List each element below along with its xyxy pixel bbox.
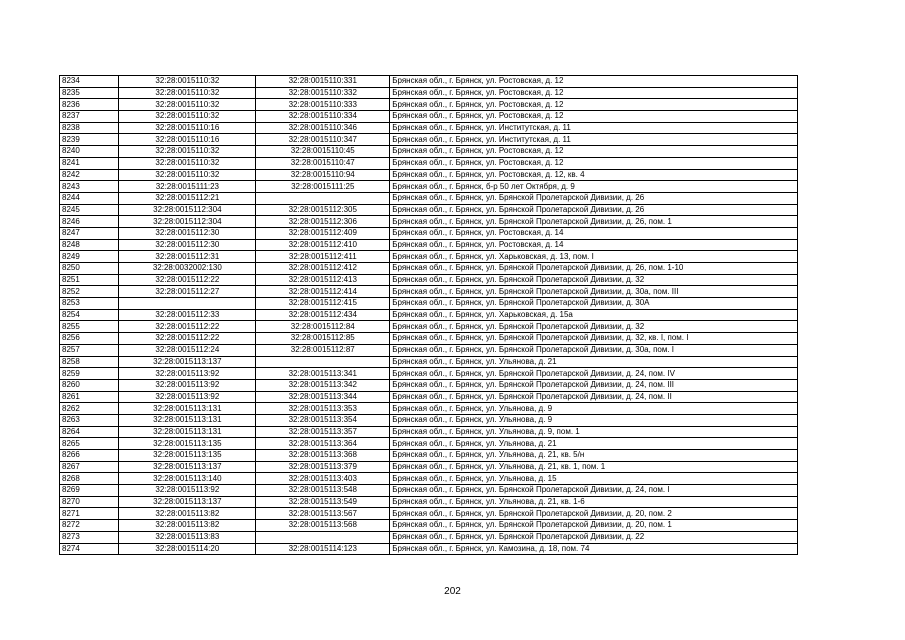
- object-cadastral-number-cell: 32:28:0015112:87: [256, 344, 390, 356]
- address-cell: Брянская обл., г. Брянск, ул. Брянской Пролетарской Дивизии, д. 24, пом. III: [390, 379, 798, 391]
- parent-cadastral-number-cell: 32:28:0015111:23: [119, 181, 256, 193]
- parent-cadastral-number-cell: 32:28:0015113:137: [119, 356, 256, 368]
- parent-cadastral-number-cell: 32:28:0015112:27: [119, 286, 256, 298]
- address-cell: Брянская обл., г. Брянск, ул. Ростовская, д. 14: [390, 227, 798, 239]
- object-cadastral-number-cell: 32:28:0015112:409: [256, 227, 390, 239]
- address-cell: Брянская обл., г. Брянск, ул. Ульянова, д. 9: [390, 414, 798, 426]
- table-row: [60, 76, 798, 88]
- parent-cadastral-number-cell: 32:28:0015113:82: [119, 520, 256, 532]
- address-cell: Брянская обл., г. Брянск, ул. Ростовская, д. 12, кв. 4: [390, 169, 798, 181]
- table-row: [60, 216, 798, 228]
- object-cadastral-number-cell: 32:28:0015110:331: [256, 76, 390, 88]
- table-row: [60, 251, 798, 263]
- parent-cadastral-number-cell: 32:28:0015110:32: [119, 87, 256, 99]
- parent-cadastral-number-cell: 32:28:0015112:21: [119, 192, 256, 204]
- table-row: [60, 134, 798, 146]
- object-cadastral-number-cell: 32:28:0015112:305: [256, 204, 390, 216]
- table-row: [60, 356, 798, 368]
- object-cadastral-number-cell: 32:28:0015112:411: [256, 251, 390, 263]
- row-number-cell: 8247: [60, 227, 119, 239]
- table-row: [60, 473, 798, 485]
- table-row: [60, 520, 798, 532]
- address-cell: Брянская обл., г. Брянск, ул. Брянской Пролетарской Дивизии, д. 32, кв. I, пом. I: [390, 333, 798, 345]
- table-row: [60, 414, 798, 426]
- table-row: [60, 146, 798, 158]
- object-cadastral-number-cell: 32:28:0015113:567: [256, 508, 390, 520]
- table-row: [60, 450, 798, 462]
- parent-cadastral-number-cell: 32:28:0015110:32: [119, 99, 256, 111]
- address-cell: Брянская обл., г. Брянск, ул. Ульянова, д. 21, кв. 5/н: [390, 450, 798, 462]
- cadastral-table: [59, 75, 798, 555]
- row-number-cell: 8240: [60, 146, 119, 158]
- table-row: [60, 531, 798, 543]
- address-cell: Брянская обл., г. Брянск, ул. Брянской Пролетарской Дивизии, д. 20, пом. 2: [390, 508, 798, 520]
- object-cadastral-number-cell: 32:28:0015113:403: [256, 473, 390, 485]
- address-cell: Брянская обл., г. Брянск, ул. Ростовская, д. 12: [390, 157, 798, 169]
- parent-cadastral-number-cell: 32:28:0015113:137: [119, 461, 256, 473]
- parent-cadastral-number-cell: 32:28:0015113:83: [119, 531, 256, 543]
- parent-cadastral-number-cell: 32:28:0015112:22: [119, 274, 256, 286]
- address-cell: Брянская обл., г. Брянск, ул. Ульянова, д. 21, кв. 1-6: [390, 496, 798, 508]
- address-cell: Брянская обл., г. Брянск, ул. Ульянова, д. 21: [390, 438, 798, 450]
- address-cell: Брянская обл., г. Брянск, ул. Брянской Пролетарской Дивизии, д. 26, пом. 1: [390, 216, 798, 228]
- object-cadastral-number-cell: 32:28:0015112:434: [256, 309, 390, 321]
- parent-cadastral-number-cell: 32:28:0015112:304: [119, 204, 256, 216]
- row-number-cell: 8271: [60, 508, 119, 520]
- address-cell: Брянская обл., г. Брянск, ул. Ростовская, д. 12: [390, 111, 798, 123]
- address-cell: Брянская обл., г. Брянск, ул. Ростовская, д. 14: [390, 239, 798, 251]
- address-cell: Брянская обл., г. Брянск, ул. Ульянова, д. 9: [390, 403, 798, 415]
- address-cell: Брянская обл., г. Брянск, ул. Ростовская, д. 12: [390, 76, 798, 88]
- object-cadastral-number-cell: 32:28:0015113:354: [256, 414, 390, 426]
- object-cadastral-number-cell: 32:28:0015112:84: [256, 321, 390, 333]
- row-number-cell: 8237: [60, 111, 119, 123]
- object-cadastral-number-cell: 32:28:0015113:341: [256, 368, 390, 380]
- object-cadastral-number-cell: 32:28:0015112:412: [256, 263, 390, 275]
- object-cadastral-number-cell: 32:28:0015114:123: [256, 543, 390, 555]
- parent-cadastral-number-cell: 32:28:0032002:130: [119, 263, 256, 275]
- object-cadastral-number-cell: 32:28:0015110:94: [256, 169, 390, 181]
- object-cadastral-number-cell: 32:28:0015113:353: [256, 403, 390, 415]
- address-cell: Брянская обл., г. Брянск, ул. Брянской Пролетарской Дивизии, д. 32: [390, 321, 798, 333]
- row-number-cell: 8263: [60, 414, 119, 426]
- object-cadastral-number-cell: 32:28:0015112:414: [256, 286, 390, 298]
- row-number-cell: 8241: [60, 157, 119, 169]
- row-number-cell: 8270: [60, 496, 119, 508]
- table-row: [60, 239, 798, 251]
- table-row: [60, 379, 798, 391]
- address-cell: Брянская обл., г. Брянск, ул. Брянской Пролетарской Дивизии, д. 30а, пом. I: [390, 344, 798, 356]
- row-number-cell: 8245: [60, 204, 119, 216]
- address-cell: Брянская обл., г. Брянск, ул. Ростовская, д. 12: [390, 146, 798, 158]
- row-number-cell: 8234: [60, 76, 119, 88]
- table-row: [60, 111, 798, 123]
- address-cell: Брянская обл., г. Брянск, б-р 50 лет Октября, д. 9: [390, 181, 798, 193]
- row-number-cell: 8260: [60, 379, 119, 391]
- object-cadastral-number-cell: 32:28:0015110:347: [256, 134, 390, 146]
- row-number-cell: 8246: [60, 216, 119, 228]
- parent-cadastral-number-cell: 32:28:0015113:137: [119, 496, 256, 508]
- table-row: [60, 286, 798, 298]
- object-cadastral-number-cell: 32:28:0015112:306: [256, 216, 390, 228]
- row-number-cell: 8257: [60, 344, 119, 356]
- address-cell: Брянская обл., г. Брянск, ул. Брянской Пролетарской Дивизии, д. 24, пом. II: [390, 391, 798, 403]
- row-number-cell: 8238: [60, 122, 119, 134]
- address-cell: Брянская обл., г. Брянск, ул. Ульянова, д. 21: [390, 356, 798, 368]
- table-row: [60, 122, 798, 134]
- object-cadastral-number-cell: 32:28:0015113:379: [256, 461, 390, 473]
- object-cadastral-number-cell: 32:28:0015110:333: [256, 99, 390, 111]
- address-cell: Брянская обл., г. Брянск, ул. Институтская, д. 11: [390, 134, 798, 146]
- address-cell: Брянская обл., г. Брянск, ул. Брянской Пролетарской Дивизии, д. 20, пом. 1: [390, 520, 798, 532]
- address-cell: Брянская обл., г. Брянск, ул. Брянской Пролетарской Дивизии, д. 24, пом. I: [390, 485, 798, 497]
- object-cadastral-number-cell: 32:28:0015113:342: [256, 379, 390, 391]
- address-cell: Брянская обл., г. Брянск, ул. Брянской Пролетарской Дивизии, д. 24, пом. IV: [390, 368, 798, 380]
- row-number-cell: 8258: [60, 356, 119, 368]
- table-row: [60, 543, 798, 555]
- row-number-cell: 8264: [60, 426, 119, 438]
- object-cadastral-number-cell: 32:28:0015110:332: [256, 87, 390, 99]
- table-body: [60, 76, 798, 555]
- object-cadastral-number-cell: 32:28:0015110:346: [256, 122, 390, 134]
- parent-cadastral-number-cell: 32:28:0015113:131: [119, 414, 256, 426]
- address-cell: Брянская обл., г. Брянск, ул. Харьковская, д. 15а: [390, 309, 798, 321]
- parent-cadastral-number-cell: 32:28:0015113:92: [119, 485, 256, 497]
- table-row: [60, 99, 798, 111]
- parent-cadastral-number-cell: 32:28:0015110:32: [119, 146, 256, 158]
- parent-cadastral-number-cell: 32:28:0015113:131: [119, 426, 256, 438]
- table-row: [60, 485, 798, 497]
- parent-cadastral-number-cell: 32:28:0015113:135: [119, 450, 256, 462]
- table-row: [60, 368, 798, 380]
- table-row: [60, 403, 798, 415]
- table-row: [60, 169, 798, 181]
- row-number-cell: 8265: [60, 438, 119, 450]
- object-cadastral-number-cell: 32:28:0015110:47: [256, 157, 390, 169]
- table-row: [60, 204, 798, 216]
- row-number-cell: 8267: [60, 461, 119, 473]
- parent-cadastral-number-cell: 32:28:0015110:32: [119, 157, 256, 169]
- object-cadastral-number-cell: [256, 192, 390, 204]
- table-row: [60, 426, 798, 438]
- object-cadastral-number-cell: 32:28:0015111:25: [256, 181, 390, 193]
- parent-cadastral-number-cell: 32:28:0015114:20: [119, 543, 256, 555]
- row-number-cell: 8262: [60, 403, 119, 415]
- row-number-cell: 8243: [60, 181, 119, 193]
- table-row: [60, 309, 798, 321]
- table-row: [60, 461, 798, 473]
- table-row: [60, 181, 798, 193]
- row-number-cell: 8242: [60, 169, 119, 181]
- parent-cadastral-number-cell: 32:28:0015113:82: [119, 508, 256, 520]
- row-number-cell: 8235: [60, 87, 119, 99]
- address-cell: Брянская обл., г. Брянск, ул. Брянской Пролетарской Дивизии, д. 26: [390, 192, 798, 204]
- parent-cadastral-number-cell: 32:28:0015110:32: [119, 111, 256, 123]
- object-cadastral-number-cell: 32:28:0015110:45: [256, 146, 390, 158]
- row-number-cell: 8273: [60, 531, 119, 543]
- object-cadastral-number-cell: 32:28:0015112:415: [256, 298, 390, 310]
- object-cadastral-number-cell: 32:28:0015113:568: [256, 520, 390, 532]
- object-cadastral-number-cell: [256, 356, 390, 368]
- parent-cadastral-number-cell: 32:28:0015113:92: [119, 391, 256, 403]
- object-cadastral-number-cell: 32:28:0015113:364: [256, 438, 390, 450]
- table-row: [60, 321, 798, 333]
- address-cell: Брянская обл., г. Брянск, ул. Ульянова, д. 15: [390, 473, 798, 485]
- parent-cadastral-number-cell: 32:28:0015113:92: [119, 379, 256, 391]
- parent-cadastral-number-cell: 32:28:0015113:140: [119, 473, 256, 485]
- row-number-cell: 8244: [60, 192, 119, 204]
- parent-cadastral-number-cell: 32:28:0015112:24: [119, 344, 256, 356]
- object-cadastral-number-cell: 32:28:0015113:548: [256, 485, 390, 497]
- row-number-cell: 8256: [60, 333, 119, 345]
- object-cadastral-number-cell: [256, 531, 390, 543]
- address-cell: Брянская обл., г. Брянск, ул. Брянской Пролетарской Дивизии, д. 30А: [390, 298, 798, 310]
- address-cell: Брянская обл., г. Брянск, ул. Институтская, д. 11: [390, 122, 798, 134]
- row-number-cell: 8239: [60, 134, 119, 146]
- row-number-cell: 8255: [60, 321, 119, 333]
- object-cadastral-number-cell: 32:28:0015112:410: [256, 239, 390, 251]
- row-number-cell: 8248: [60, 239, 119, 251]
- table-row: [60, 496, 798, 508]
- address-cell: Брянская обл., г. Брянск, ул. Камозина, д. 18, пом. 74: [390, 543, 798, 555]
- parent-cadastral-number-cell: 32:28:0015112:30: [119, 239, 256, 251]
- parent-cadastral-number-cell: 32:28:0015110:32: [119, 169, 256, 181]
- row-number-cell: 8250: [60, 263, 119, 275]
- row-number-cell: 8274: [60, 543, 119, 555]
- page-number: 202: [444, 586, 461, 597]
- parent-cadastral-number-cell: 32:28:0015112:22: [119, 321, 256, 333]
- parent-cadastral-number-cell: 32:28:0015112:22: [119, 333, 256, 345]
- object-cadastral-number-cell: 32:28:0015113:357: [256, 426, 390, 438]
- row-number-cell: 8261: [60, 391, 119, 403]
- address-cell: Брянская обл., г. Брянск, ул. Брянской Пролетарской Дивизии, д. 22: [390, 531, 798, 543]
- address-cell: Брянская обл., г. Брянск, ул. Ульянова, д. 21, кв. 1, пом. 1: [390, 461, 798, 473]
- address-cell: Брянская обл., г. Брянск, ул. Ростовская, д. 12: [390, 99, 798, 111]
- row-number-cell: 8266: [60, 450, 119, 462]
- table-row: [60, 344, 798, 356]
- table-row: [60, 227, 798, 239]
- table-row: [60, 508, 798, 520]
- table-row: [60, 391, 798, 403]
- parent-cadastral-number-cell: 32:28:0015113:135: [119, 438, 256, 450]
- parent-cadastral-number-cell: 32:28:0015112:30: [119, 227, 256, 239]
- parent-cadastral-number-cell: [119, 298, 256, 310]
- parent-cadastral-number-cell: 32:28:0015110:32: [119, 76, 256, 88]
- row-number-cell: 8268: [60, 473, 119, 485]
- table-row: [60, 87, 798, 99]
- parent-cadastral-number-cell: 32:28:0015110:16: [119, 134, 256, 146]
- row-number-cell: 8253: [60, 298, 119, 310]
- object-cadastral-number-cell: 32:28:0015112:85: [256, 333, 390, 345]
- table-row: [60, 192, 798, 204]
- address-cell: Брянская обл., г. Брянск, ул. Ростовская, д. 12: [390, 87, 798, 99]
- row-number-cell: 8269: [60, 485, 119, 497]
- parent-cadastral-number-cell: 32:28:0015110:16: [119, 122, 256, 134]
- table-row: [60, 438, 798, 450]
- address-cell: Брянская обл., г. Брянск, ул. Ульянова, д. 9, пом. 1: [390, 426, 798, 438]
- parent-cadastral-number-cell: 32:28:0015113:131: [119, 403, 256, 415]
- row-number-cell: 8252: [60, 286, 119, 298]
- address-cell: Брянская обл., г. Брянск, ул. Харьковская, д. 13, пом. I: [390, 251, 798, 263]
- table-row: [60, 333, 798, 345]
- row-number-cell: 8249: [60, 251, 119, 263]
- object-cadastral-number-cell: 32:28:0015112:413: [256, 274, 390, 286]
- row-number-cell: 8254: [60, 309, 119, 321]
- address-cell: Брянская обл., г. Брянск, ул. Брянской Пролетарской Дивизии, д. 30а, пом. III: [390, 286, 798, 298]
- row-number-cell: 8259: [60, 368, 119, 380]
- table-row: [60, 157, 798, 169]
- object-cadastral-number-cell: 32:28:0015110:334: [256, 111, 390, 123]
- row-number-cell: 8272: [60, 520, 119, 532]
- address-cell: Брянская обл., г. Брянск, ул. Брянской Пролетарской Дивизии, д. 26: [390, 204, 798, 216]
- parent-cadastral-number-cell: 32:28:0015112:304: [119, 216, 256, 228]
- address-cell: Брянская обл., г. Брянск, ул. Брянской Пролетарской Дивизии, д. 26, пом. 1-10: [390, 263, 798, 275]
- row-number-cell: 8251: [60, 274, 119, 286]
- object-cadastral-number-cell: 32:28:0015113:368: [256, 450, 390, 462]
- parent-cadastral-number-cell: 32:28:0015112:31: [119, 251, 256, 263]
- parent-cadastral-number-cell: 32:28:0015112:33: [119, 309, 256, 321]
- table-row: [60, 298, 798, 310]
- row-number-cell: 8236: [60, 99, 119, 111]
- object-cadastral-number-cell: 32:28:0015113:344: [256, 391, 390, 403]
- address-cell: Брянская обл., г. Брянск, ул. Брянской Пролетарской Дивизии, д. 32: [390, 274, 798, 286]
- parent-cadastral-number-cell: 32:28:0015113:92: [119, 368, 256, 380]
- object-cadastral-number-cell: 32:28:0015113:549: [256, 496, 390, 508]
- table-row: [60, 263, 798, 275]
- table-row: [60, 274, 798, 286]
